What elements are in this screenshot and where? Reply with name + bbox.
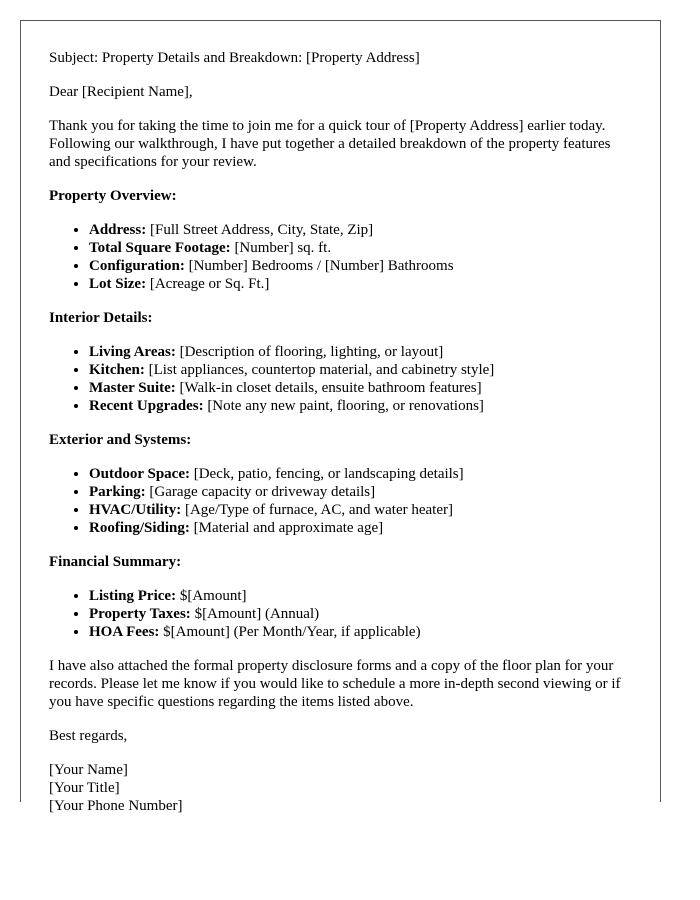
item-label: Living Areas: [89,344,176,360]
signature-block [49,761,632,815]
sign-off: Best regards, [49,728,128,744]
item-label: Master Suite: [89,380,176,396]
letter-page [20,20,661,814]
section-exterior-systems [49,431,632,537]
greeting: Dear [Recipient Name], [49,84,193,100]
list-item [89,501,632,519]
item-value: [List appliances, countertop material, and cabinetry style] [144,362,495,378]
list-item [89,483,632,501]
item-label: Recent Upgrades: [89,398,204,414]
letter-content [21,21,660,815]
list-item [89,257,632,275]
item-value: [Age/Type of furnace, AC, and water heater] [181,502,453,518]
item-value: $[Amount] (Per Month/Year, if applicable) [159,624,421,640]
section-heading: Financial Summary: [49,554,182,570]
list-item [89,605,632,623]
detail-list [49,343,632,415]
item-value: [Number] Bedrooms / [Number] Bathrooms [184,258,454,274]
section-financial-summary [49,553,632,641]
list-item [89,379,632,397]
item-value: [Full Street Address, City, State, Zip] [146,222,374,238]
item-value: [Acreage or Sq. Ft.] [146,276,270,292]
list-item [89,587,632,605]
list-item [89,623,632,641]
item-label: Address: [89,222,147,238]
item-value: [Note any new paint, flooring, or renovations] [203,398,484,414]
list-item [89,239,632,257]
signature-title: [Your Title] [49,780,120,796]
subject-line: Subject: Property Details and Breakdown: [Property Address] [49,50,420,66]
item-label: Lot Size: [89,276,147,292]
detail-list [49,221,632,293]
list-item [89,221,632,239]
item-label: HVAC/Utility: [89,502,182,518]
detail-list [49,465,632,537]
intro-paragraph: Thank you for taking the time to join me for a quick tour of [Property Address] earlier today. Following our walkthrough, I have put together a detailed breakdown of the property features and specifications for your review. [49,118,611,170]
detail-list [49,587,632,641]
item-label: Configuration: [89,258,185,274]
section-heading: Exterior and Systems: [49,432,192,448]
list-item [89,343,632,361]
item-label: Listing Price: [89,588,177,604]
signature-name: [Your Name] [49,762,128,778]
item-label: Roofing/Siding: [89,520,190,536]
section-interior-details [49,309,632,415]
item-label: Property Taxes: [89,606,191,622]
list-item [89,361,632,379]
list-item [89,519,632,537]
item-label: Kitchen: [89,362,145,378]
item-value: $[Amount] [176,588,247,604]
list-item [89,465,632,483]
item-value: [Deck, patio, fencing, or landscaping details] [189,466,464,482]
closing-paragraph: I have also attached the formal property disclosure forms and a copy of the floor plan for your records. Please let me know if you would like to schedule a more in-depth second viewing or if you have specific questions regarding the items listed above. [49,658,621,710]
signature-phone: [Your Phone Number] [49,798,183,814]
item-value: [Description of flooring, lighting, or layout] [175,344,444,360]
item-value: $[Amount] (Annual) [190,606,320,622]
item-value: [Number] sq. ft. [230,240,332,256]
item-label: Parking: [89,484,146,500]
item-value: [Garage capacity or driveway details] [145,484,376,500]
item-label: HOA Fees: [89,624,160,640]
list-item [89,397,632,415]
item-label: Outdoor Space: [89,466,190,482]
section-heading: Property Overview: [49,188,177,204]
list-item [89,275,632,293]
section-property-overview [49,187,632,293]
item-value: [Material and approximate age] [189,520,384,536]
item-label: Total Square Footage: [89,240,231,256]
section-heading: Interior Details: [49,310,153,326]
item-value: [Walk-in closet details, ensuite bathroom features] [175,380,482,396]
